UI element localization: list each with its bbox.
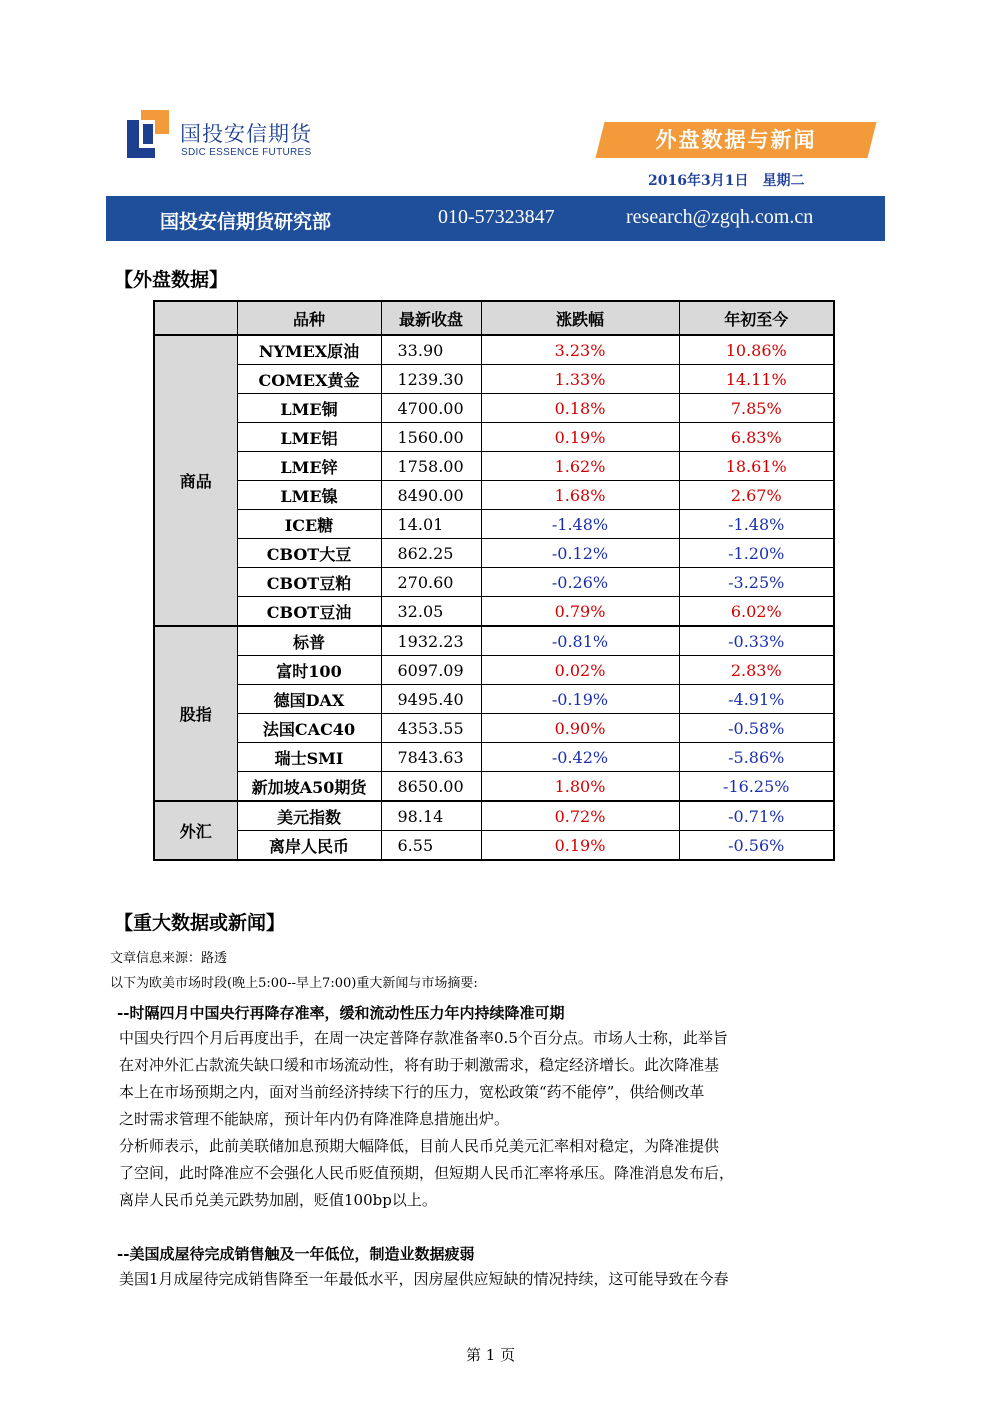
ytd-change-cell: 2.83%: [679, 656, 834, 685]
ytd-change-cell: -0.33%: [679, 626, 834, 656]
change-cell: 1.68%: [481, 481, 679, 510]
close-price-cell: 4353.55: [381, 714, 481, 743]
close-price-cell: 9495.40: [381, 685, 481, 714]
close-price-cell: 8650.00: [381, 772, 481, 802]
text-line: 之时需求管理不能缺席，预计年内仍有降准降息措施出炉。: [119, 1110, 510, 1128]
ytd-change-cell: -1.20%: [679, 539, 834, 568]
table-row: [154, 626, 834, 656]
ytd-change-cell: 7.85%: [679, 394, 834, 423]
news-headline: --时隔四月中国央行再降存准率，缓和流动性压力年内持续降准可期: [117, 1004, 565, 1022]
change-cell: 0.18%: [481, 394, 679, 423]
page-number: 第 1 页: [466, 1346, 516, 1364]
change-cell: 0.90%: [481, 714, 679, 743]
text-line: 分析师表示，此前美联储加息预期大幅降低，目前人民币兑美元汇率相对稳定，为降准提供: [119, 1137, 720, 1155]
change-cell: -0.26%: [481, 568, 679, 597]
report-title: 外盘数据与新闻: [655, 127, 817, 152]
close-price-cell: 1239.30: [381, 365, 481, 394]
text-line: 本上在市场预期之内，面对当前经济持续下行的压力，宽松政策“药不能停”，供给侧改革: [119, 1083, 705, 1101]
change-cell: 3.23%: [481, 335, 679, 365]
ytd-change-cell: 18.61%: [679, 452, 834, 481]
change-cell: -0.81%: [481, 626, 679, 656]
ytd-change-cell: -0.58%: [679, 714, 834, 743]
ytd-change-cell: 6.02%: [679, 597, 834, 627]
change-cell: -0.12%: [481, 539, 679, 568]
section-title-market: 【外盘数据】: [114, 269, 229, 291]
header-cell: 涨跌幅: [481, 301, 679, 335]
change-cell: 1.62%: [481, 452, 679, 481]
logo-name-cn: 国投安信期货: [180, 122, 312, 146]
news-intro: 以下为欧美市场时段(晚上5:00--早上7:00)重大新闻与市场摘要:: [110, 976, 478, 991]
header-cell: 最新收盘: [381, 301, 481, 335]
instrument-name-cell: 离岸人民币: [237, 831, 381, 861]
change-cell: 1.80%: [481, 772, 679, 802]
change-cell: 0.19%: [481, 831, 679, 861]
instrument-name-cell: CBOT豆粕: [237, 568, 381, 597]
section-title-news: 【重大数据或新闻】: [114, 912, 286, 934]
table-row: [154, 772, 834, 802]
instrument-name-cell: 美元指数: [237, 801, 381, 831]
close-price-cell: 1758.00: [381, 452, 481, 481]
change-cell: 0.19%: [481, 423, 679, 452]
table-body: [154, 335, 834, 860]
table-row: [154, 685, 834, 714]
ytd-change-cell: 2.67%: [679, 481, 834, 510]
ytd-change-cell: -1.48%: [679, 510, 834, 539]
change-cell: -0.42%: [481, 743, 679, 772]
text-line: 中国央行四个月后再度出手，在周一决定普降存款准备率0.5个百分点。市场人士称，此举旨: [119, 1029, 728, 1047]
text-line: 美国1月成屋待完成销售降至一年最低水平，因房屋供应短缺的情况持续，这可能导致在今春: [119, 1270, 729, 1288]
close-price-cell: 7843.63: [381, 743, 481, 772]
text-line: 在对冲外汇占款流失缺口缓和市场流动性，将有助于刺激需求，稳定经济增长。此次降准基: [119, 1056, 720, 1074]
table-row: [154, 597, 834, 627]
text-line: 离岸人民币兑美元跌势加剧，贬值100bp以上。: [119, 1191, 437, 1209]
market-data-table: [153, 300, 835, 861]
table-row: [154, 481, 834, 510]
table-row: [154, 365, 834, 394]
instrument-name-cell: 标普: [237, 626, 381, 656]
instrument-name-cell: 富时100: [237, 656, 381, 685]
instrument-name-cell: NYMEX原油: [237, 335, 381, 365]
table-row: [154, 801, 834, 831]
news-paragraph: [119, 1025, 864, 1214]
instrument-name-cell: 德国DAX: [237, 685, 381, 714]
table-row: [154, 510, 834, 539]
report-date: 2016年3月1日 星期二: [648, 173, 805, 189]
close-price-cell: 4700.00: [381, 394, 481, 423]
category-cell: 商品: [154, 335, 237, 626]
table-row: [154, 656, 834, 685]
close-price-cell: 270.60: [381, 568, 481, 597]
change-cell: 0.02%: [481, 656, 679, 685]
instrument-name-cell: LME锌: [237, 452, 381, 481]
header-cell: 年初至今: [679, 301, 834, 335]
change-cell: -0.19%: [481, 685, 679, 714]
close-price-cell: 862.25: [381, 539, 481, 568]
ytd-change-cell: 14.11%: [679, 365, 834, 394]
contact-bar: [106, 196, 885, 241]
close-price-cell: 1560.00: [381, 423, 481, 452]
table-row: [154, 423, 834, 452]
change-cell: 0.79%: [481, 597, 679, 627]
table-row: [154, 394, 834, 423]
instrument-name-cell: COMEX黄金: [237, 365, 381, 394]
instrument-name-cell: CBOT豆油: [237, 597, 381, 627]
close-price-cell: 6097.09: [381, 656, 481, 685]
news-source: 文章信息来源：路透: [110, 951, 228, 966]
ytd-change-cell: -5.86%: [679, 743, 834, 772]
category-cell: 外汇: [154, 801, 237, 860]
close-price-cell: 33.90: [381, 335, 481, 365]
instrument-name-cell: 新加坡A50期货: [237, 772, 381, 802]
close-price-cell: 6.55: [381, 831, 481, 861]
instrument-name-cell: LME铝: [237, 423, 381, 452]
news-paragraph: [119, 1266, 864, 1293]
category-cell: 股指: [154, 626, 237, 801]
news-headline: --美国成屋待完成销售触及一年低位，制造业数据疲弱: [117, 1245, 475, 1263]
logo-name-en: SDIC ESSENCE FUTURES: [181, 147, 312, 158]
instrument-name-cell: LME铜: [237, 394, 381, 423]
table-row: [154, 335, 834, 365]
header-cell: 品种: [237, 301, 381, 335]
change-cell: 0.72%: [481, 801, 679, 831]
ytd-change-cell: 6.83%: [679, 423, 834, 452]
table-row: [154, 568, 834, 597]
department-name: 国投安信期货研究部: [160, 211, 332, 233]
instrument-name-cell: 法国CAC40: [237, 714, 381, 743]
instrument-name-cell: 瑞士SMI: [237, 743, 381, 772]
close-price-cell: 14.01: [381, 510, 481, 539]
instrument-name-cell: ICE糖: [237, 510, 381, 539]
instrument-name-cell: CBOT大豆: [237, 539, 381, 568]
table-row: [154, 714, 834, 743]
table-header-row: [154, 301, 834, 335]
change-cell: 1.33%: [481, 365, 679, 394]
ytd-change-cell: -3.25%: [679, 568, 834, 597]
company-logo-icon: [127, 110, 169, 158]
close-price-cell: 32.05: [381, 597, 481, 627]
contact-email: research@zgqh.com.cn: [626, 206, 814, 228]
ytd-change-cell: 10.86%: [679, 335, 834, 365]
table-row: [154, 743, 834, 772]
instrument-name-cell: LME镍: [237, 481, 381, 510]
table-row: [154, 831, 834, 861]
table-row: [154, 539, 834, 568]
close-price-cell: 8490.00: [381, 481, 481, 510]
close-price-cell: 1932.23: [381, 626, 481, 656]
header-blank: [154, 301, 237, 335]
ytd-change-cell: -4.91%: [679, 685, 834, 714]
text-line: 了空间，此时降准应不会强化人民币贬值预期，但短期人民币汇率将承压。降准消息发布后，: [119, 1164, 735, 1182]
table-row: [154, 452, 834, 481]
contact-phone: 010-57323847: [438, 206, 555, 228]
ytd-change-cell: -0.71%: [679, 801, 834, 831]
close-price-cell: 98.14: [381, 801, 481, 831]
change-cell: -1.48%: [481, 510, 679, 539]
ytd-change-cell: -0.56%: [679, 831, 834, 861]
ytd-change-cell: -16.25%: [679, 772, 834, 802]
